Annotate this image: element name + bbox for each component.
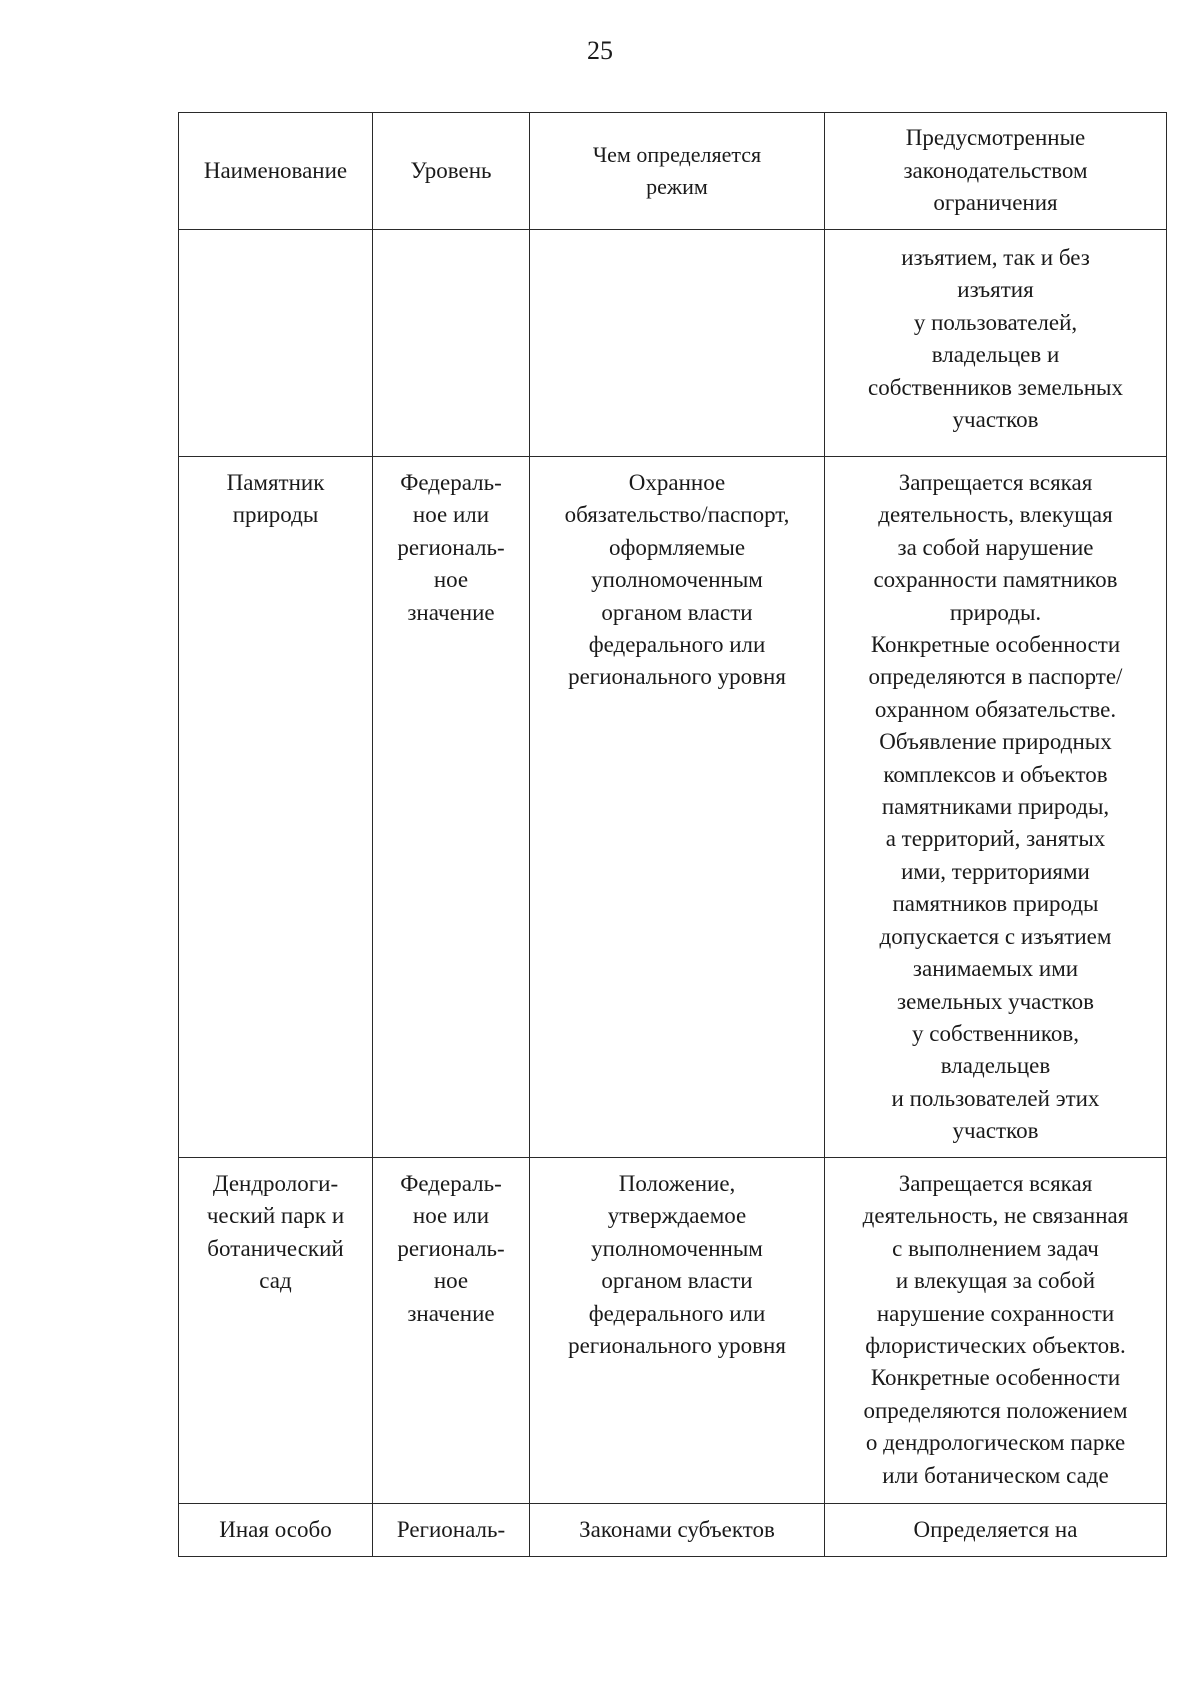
cell-regime: Законами субъектов <box>530 1504 825 1557</box>
header-level: Уровень <box>373 113 530 230</box>
protected-areas-table <box>178 112 1167 1557</box>
cell-restrictions: Запрещается всякая деятельность, влекущая за собой нарушение сохранности памятников природы. Конкретные особенности определяются в паспорте/ охранном обязательстве. Объявление природных комплексов и объектов памятниками природы, а территорий, занятых ими, территориями памятников природы допускается с изъятием занимаемых ими земельных участков у собственников, владельцев и пользователей этих участков <box>825 457 1167 1158</box>
cell-name <box>179 230 373 457</box>
cell-level: Региональ- <box>373 1504 530 1557</box>
table-row <box>179 457 1167 1158</box>
cell-level <box>373 230 530 457</box>
cell-regime <box>530 230 825 457</box>
cell-level: Федераль- ное или региональ- ное значение <box>373 1158 530 1504</box>
cell-restrictions: Определяется на <box>825 1504 1167 1557</box>
header-regime: Чем определяется режим <box>530 113 825 230</box>
page-number: 25 <box>587 36 613 65</box>
header-name: Наименование <box>179 113 373 230</box>
cell-regime: Положение, утверждаемое уполномоченным органом власти федерального или регионального уровня <box>530 1158 825 1504</box>
cell-restrictions: изъятием, так и без изъятия у пользователей, владельцев и собственников земельных участков <box>825 230 1167 457</box>
table-row <box>179 1504 1167 1557</box>
table-header-row <box>179 113 1167 230</box>
header-restrictions: Предусмотренные законодательством ограничения <box>825 113 1167 230</box>
cell-name: Дендрологи- ческий парк и ботанический сад <box>179 1158 373 1504</box>
cell-restrictions: Запрещается всякая деятельность, не связанная с выполнением задач и влекущая за собой нарушение сохранности флористических объектов. Конкретные особенности определяются положением о дендрологическом парке или ботаническом саде <box>825 1158 1167 1504</box>
cell-name: Памятник природы <box>179 457 373 1158</box>
cell-level: Федераль- ное или региональ- ное значение <box>373 457 530 1158</box>
cell-name: Иная особо <box>179 1504 373 1557</box>
cell-regime: Охранное обязательство/паспорт, оформляемые уполномоченным органом власти федерального или регионального уровня <box>530 457 825 1158</box>
table-row <box>179 1158 1167 1504</box>
table-row <box>179 230 1167 457</box>
